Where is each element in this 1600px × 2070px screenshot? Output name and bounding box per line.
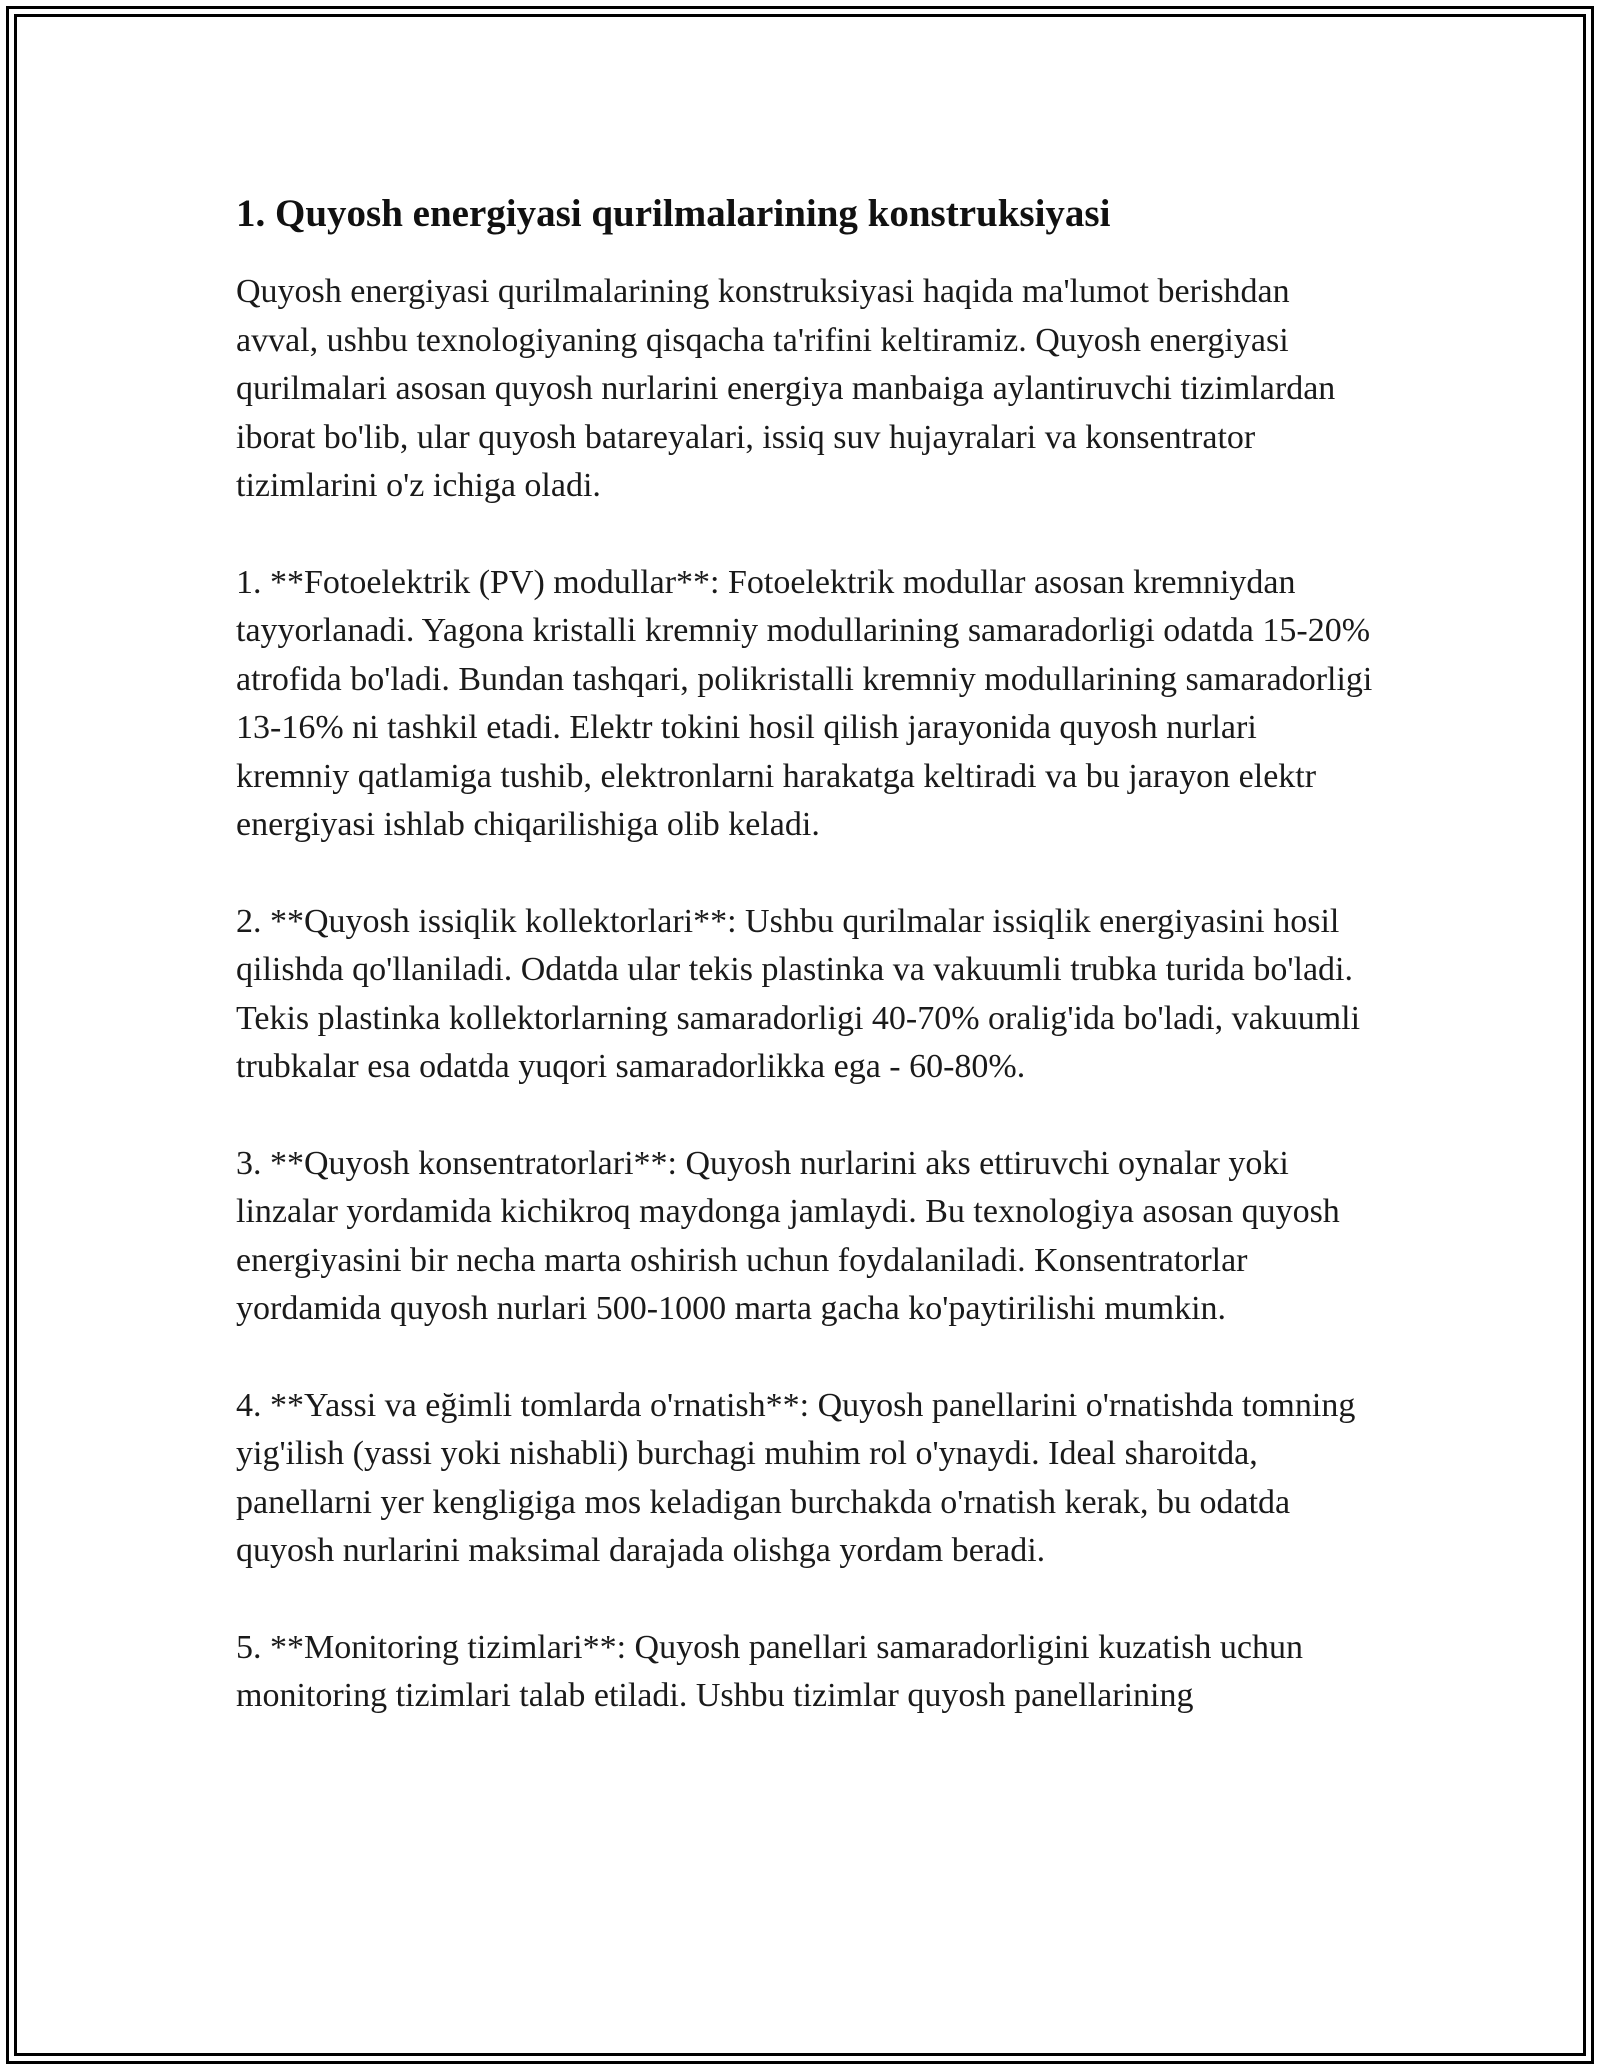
list-item-monitoring: 5. **Monitoring tizimlari**: Quyosh panellari samaradorligini kuzatish uchun monitoring tizimlari talab etiladi. Ushbu tizimlar quyosh panellarining — [236, 1628, 1304, 1714]
list-item-roof-mounting: 4. **Yassi va eğimli tomlarda o'rnatish**: Quyosh panellarini o'rnatishda tomning yig'ilish (yassi yoki nishabli) burchagi muhim rol o'ynaydi. Ideal sharoitda, panellarni yer kengligiga mos keladigan burchakda o'rnatish kerak, bu odatda quyosh nurlarini maksimal darajada olishga yordam beradi. — [236, 1386, 1356, 1569]
list-item-concentrators: 3. **Quyosh konsentratorlari**: Quyosh nurlarini aks ettiruvchi oynalar yoki linzalar yordamida kichikroq maydonga jamlaydi. Bu texnologiya asosan quyosh energiyasini bir necha marta oshirish uchun foydalaniladi. Konsentratorlar yordamida quyosh nurlari 500-1000 marta gacha ko'paytirilishi mumkin. — [236, 1144, 1340, 1327]
document-title: 1. Quyosh energiyasi qurilmalarining konstruksiyasi — [236, 192, 1111, 235]
list-item-pv-modules: 1. **Fotoelektrik (PV) modullar**: Fotoelektrik modullar asosan kremniydan tayyorlanadi. Yagona kristalli kremniy modullarining samaradorligi odatda 15-20% atrofida bo'ladi. Bundan tashqari, polikristalli kremniy modullarining samaradorligi 13-16% ni tashkil etadi. Elektr tokini hosil qilish jarayonida quyosh nurlari kremniy qatlamiga tushib, elektronlarni harakatga keltiradi va bu jarayon elektr energiyasi ishlab chiqarilishiga olib keladi. — [236, 563, 1373, 843]
list-item-thermal-collectors: 2. **Quyosh issiqlik kollektorlari**: Ushbu qurilmalar issiqlik energiyasini hosil qilishda qo'llaniladi. Odatda ular tekis plastinka va vakuumli trubka turida bo'ladi. Tekis plastinka kollektorlarning samaradorligi 40-70% oralig'ida bo'ladi, vakuumli trubkalar esa odatda yuqori samaradorlikka ega - 60-80%. — [236, 902, 1361, 1085]
intro-paragraph: Quyosh energiyasi qurilmalarining konstruksiyasi haqida ma'lumot berishdan avval, ushbu texnologiyaning qisqacha ta'rifini keltiramiz. Quyosh energiyasi qurilmalari asosan quyosh nurlarini energiya manbaiga aylantiruvchi tizimlardan iborat bo'lib, ular quyosh batareyalari, issiq suv hujayralari va konsentrator tizimlarini o'z ichiga oladi. — [236, 273, 1336, 504]
document-body — [236, 186, 1376, 1721]
